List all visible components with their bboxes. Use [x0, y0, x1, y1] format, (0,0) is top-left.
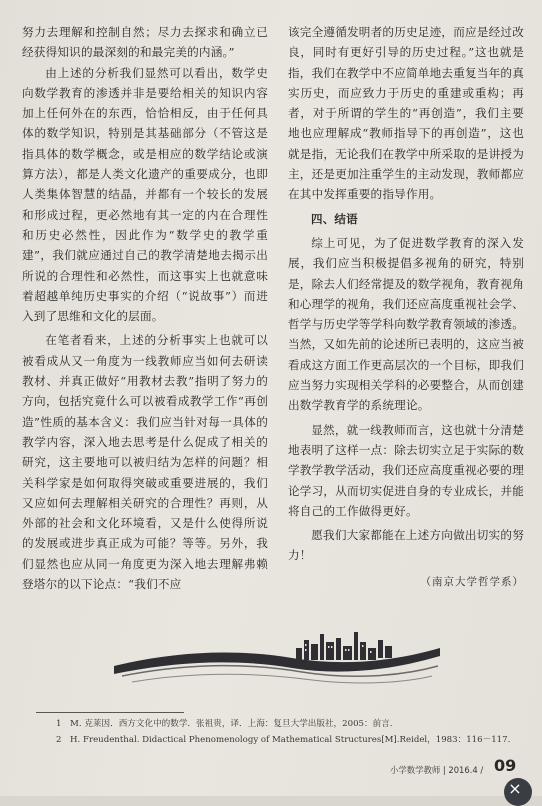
- right-column: [288, 22, 524, 592]
- paragraph: 综上可见，为了促进数学教育的深入发展，我们应当积极提倡多视角的研究，特别是，除去人们经常提及的数学视角，教育视角和心理学的视角，我们还应高度重视社会学、哲学与历史学等学科向数学教育领域的渗透。当然，又如先前的论述所已表明的，这应当被看成这方面工作更高层次的一个目标，即我们应当努力实现相关学科的必要整合，从而创建出数学教育学的系统理论。: [288, 235, 524, 413]
- footnote-1: 1 M. 克莱因．西方文化中的数学．张祖贵，译．上海：复旦大学出版社，2005：前言．: [56, 719, 399, 729]
- footnotes: [56, 716, 511, 748]
- close-button[interactable]: ×: [504, 778, 532, 806]
- paragraph: 在笔者看来，上述的分析事实上也就可以被看成从又一角度为一线教师应当如何去研读教材、并真正做好“用教材去教”指明了努力的方向，包括究竟什么可以被看成教学工作“再创造”性质的基本含义：我们应当针对每一具体的教学内容，深入地去思考是什么促成了相关的研究，这主要地可以被归结为怎样的问题？相关科学家是如何取得突破或重要进展的，我们又应如何去理解相关研究的合理性？再则，从外部的社会和文化环境看，又是什么使得所说的发展或进步真正成为可能？等等。另外，我们显然也应从同一角度更为深入地去理解弗赖登塔尔的以下论点：“我们不应: [22, 333, 268, 592]
- footnote-divider: [36, 712, 184, 713]
- author-affiliation: （南京大学哲学系）: [420, 575, 524, 588]
- paragraph: 显然，就一线教师而言，这也就十分清楚地表明了这样一点：除去切实立足于实际的数学教学教学活动，我们还应高度重视必要的理论学习，从而切实促进自身的专业成长，并能将自己的工作做得更好。: [288, 422, 524, 518]
- paragraph: 由上述的分析我们显然可以看出，数学史向数学教育的渗透并非是要给相关的知识内容加上任何外在的东西，恰恰相反，由于任何具体的数学知识，特别是其基础部分（不管这是指具体的数学概念，或是相应的数学结论或演算方法），都是人类文化遗产的重要成分，也即人类集体智慧的结晶，并都有一个较长的发展和形成过程，更必然地有其一定的内在合理性和历史必然性，因此作为“数学史的教学重建”，我们就应通过自己的教学清楚地去揭示出所说的合理性和必然性，而这事实上也就意味着超越单纯历史事实的介绍（“说故事”）而进入到了思维和文化的层面。: [22, 65, 268, 324]
- city-skyline-wave-decoration: [112, 618, 442, 690]
- paragraph: 努力去理解和控制自然；尽力去探求和确立已经获得知识的最深刻的和最完美的内涵。”: [22, 25, 268, 60]
- section-heading: 四、结语: [311, 211, 358, 226]
- paragraph: 该完全遵循发明者的历史足迹，而应是经过改良，同时有更好引导的历史过程。”这也就是指，我们在教学中不应简单地去重复当年的真实历史，而应致力于历史的重建或重构；再者，对于所谓的学生的“再创造”，我们主要地也应理解成“教师指导下的再创造”，这也就是指，无论我们在教学中所采取的是讲授为主，还是更加注重学生的主动发现，教师都应在其中发挥重要的指导作用。: [288, 25, 524, 202]
- paragraph: 愿我们大家都能在上述方向做出切实的努力！: [288, 528, 524, 563]
- left-column: [22, 22, 268, 594]
- journal-name: 小学数学教师 | 2016.4 /: [390, 765, 484, 775]
- page-number: 09: [494, 756, 517, 775]
- footnote-2: 2 H. Freudenthal. Didactical Phenomenology of Mathematical Structures[M].Reidel，1983：116－117.: [56, 735, 511, 745]
